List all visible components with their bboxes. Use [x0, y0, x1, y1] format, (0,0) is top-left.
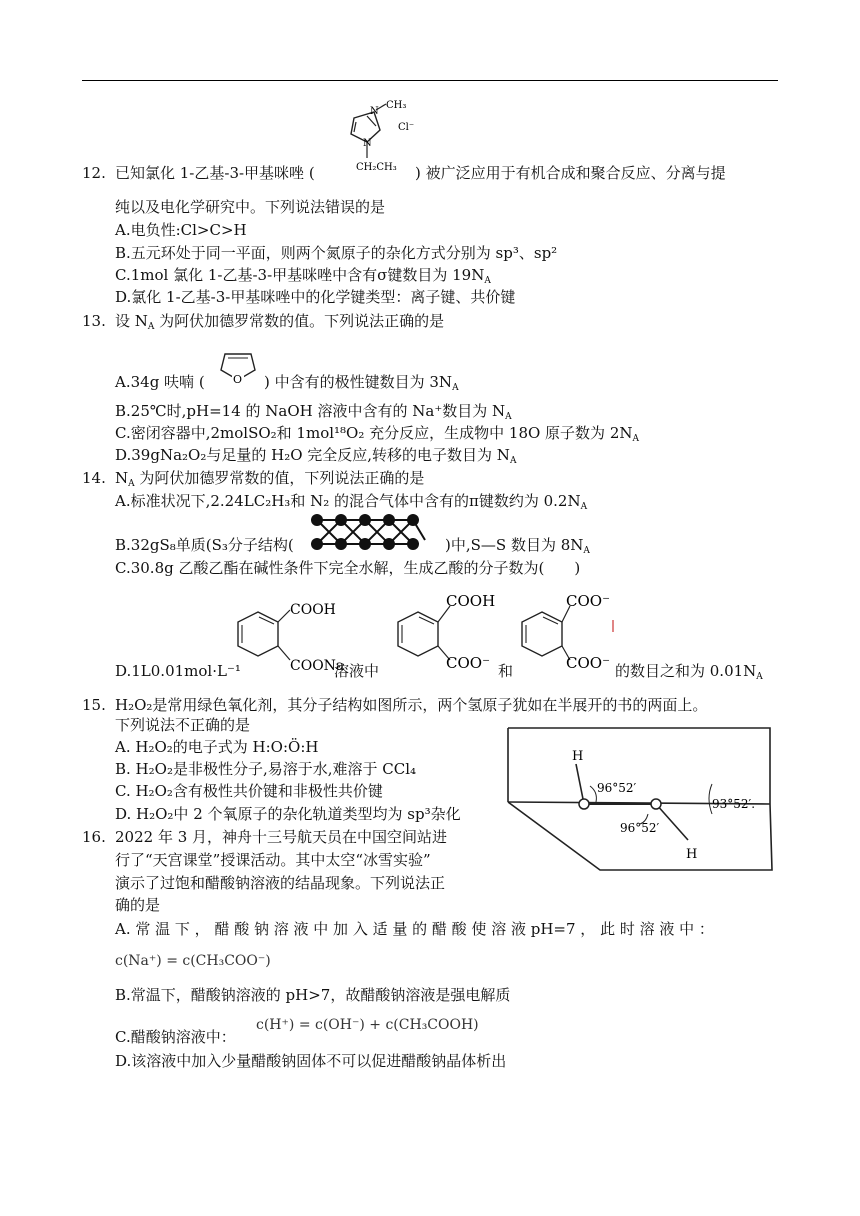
- q14-stem: $N_A$ 为阿伏加德罗常数的值，下列说法正确的是: [115, 469, 425, 489]
- q15-option-a: A. H₂O₂的电子式为 H:O:Ö:H: [115, 738, 319, 756]
- n2-label: N: [363, 138, 372, 149]
- header-rule: [82, 80, 778, 81]
- q15-option-c: C. H₂O₂含有极性共价键和非极性共价键: [115, 782, 383, 800]
- q16-stem-3: 演示了过饱和醋酸钠溶液的结晶现象。下列说法正: [115, 874, 446, 892]
- q14-number: 14.: [82, 469, 106, 487]
- q12-stem-a: 已知氯化 1-乙基-3-甲基咪唑 (: [115, 164, 315, 182]
- q14-option-c: C.30.8g 乙酸乙酯在碱性条件下完全水解，生成乙酸的分子数为( ): [115, 559, 581, 577]
- q12-option-a: A.电负性:Cl>C>H: [115, 221, 247, 239]
- struct1-top: COOH: [290, 602, 336, 618]
- q15-stem: H₂O₂是常用绿色氧化剂，其分子结构如图所示，两个氢原子犹如在半展开的书的两面上。: [115, 696, 708, 714]
- methyl-label: CH₃: [386, 100, 407, 111]
- q14-option-d-3: 和: [498, 662, 514, 680]
- q16-stem-1: 2022 年 3 月，神舟十三号航天员在中国空间站进: [115, 828, 448, 846]
- furan-o-label: O: [233, 373, 243, 386]
- struct1-bottom: COONa: [290, 658, 345, 674]
- phthalate-structure-3: [512, 590, 618, 676]
- q13-stem: 设 $N_A$ 为阿伏加德罗常数的值。下列说法正确的是: [115, 312, 445, 332]
- q13-option-a-1: A.34g 呋喃 (: [115, 373, 205, 391]
- q16-number: 16.: [82, 828, 106, 846]
- q15-stem-2: 下列说法不正确的是: [115, 716, 251, 734]
- phthalate-structure-2: [388, 590, 506, 676]
- imidazolium-structure: [340, 96, 420, 178]
- h-top-label: H: [572, 749, 584, 764]
- furan-structure: [215, 340, 261, 386]
- angle-upper-label: 96°52′: [597, 781, 637, 795]
- q13-option-a-2: ) 中含有的极性键数目为 $3N_A$: [264, 373, 459, 393]
- q15-number: 15.: [82, 696, 106, 714]
- n1-label: N: [370, 106, 379, 117]
- q16-stem-4: 确的是: [115, 896, 161, 914]
- q12-option-b: B.五元环处于同一平面，则两个氮原子的杂化方式分别为 sp³、sp²: [115, 244, 558, 262]
- struct3-bottom: COO⁻: [566, 654, 610, 672]
- q14-option-d-1: D.1L0.01mol·L⁻¹: [115, 662, 241, 680]
- h-bottom-label: H: [686, 847, 698, 862]
- ethyl-label: CH₂CH₃: [356, 162, 397, 173]
- q14-option-d-2: 溶液中: [334, 662, 380, 680]
- q12-stem-c: 纯以及电化学研究中。下列说法错误的是: [115, 198, 386, 216]
- q16-option-a: A. 常 温 下 ， 醋 酸 钠 溶 液 中 加 入 适 量 的 醋 酸 使 溶 液 pH=7 ， 此 时 溶 液 中 ：: [115, 920, 714, 938]
- q14-option-a: A.标准状况下,2.24LC₂H₃和 N₂ 的混合气体中含有的π键数约为 $0.2N_A$: [115, 492, 588, 512]
- q16-option-b: B.常温下，醋酸钠溶液的 pH>7，故醋酸钠溶液是强电解质: [115, 986, 511, 1004]
- s8-crown-structure: [305, 512, 435, 552]
- struct3-top: COO⁻: [566, 592, 610, 610]
- q16-option-d: D.该溶液中加入少量醋酸钠固体不可以促进醋酸钠晶体析出: [115, 1052, 507, 1070]
- dihedral-angle-label: 93°52′.: [712, 797, 756, 811]
- q16-stem-2: 行了“天宫课堂”授课活动。其中太空“冰雪实验”: [115, 851, 431, 869]
- q15-option-b: B. H₂O₂是非极性分子,易溶于水,难溶于 CCl₄: [115, 760, 417, 778]
- q16-option-c: C.醋酸钠溶液中：: [115, 1028, 236, 1046]
- q12-option-c: C.1mol 氯化 1-乙基-3-甲基咪唑中含有σ键数目为 $19N_A$: [115, 266, 491, 286]
- q16-option-c-formula: c(H⁺) = c(OH⁻) + c(CH₃COOH): [256, 1017, 479, 1033]
- angle-lower-label: 96°52′: [620, 821, 660, 835]
- q12-number: 12.: [82, 164, 106, 182]
- h2o2-book-diagram: [500, 722, 780, 882]
- q14-option-d-4: 的数目之和为 $0.01N_A$: [615, 662, 763, 682]
- q16-option-a-formula: c(Na⁺) = c(CH₃COO⁻): [115, 953, 271, 969]
- chloride-label: Cl⁻: [398, 122, 415, 133]
- q12-option-d: D.氯化 1-乙基-3-甲基咪唑中的化学键类型：离子键、共价键: [115, 288, 516, 306]
- q13-option-d: D.39gNa₂O₂与足量的 H₂O 完全反应,转移的电子数目为 $N_A$: [115, 446, 517, 466]
- struct2-bottom: COO⁻: [446, 654, 490, 672]
- q13-number: 13.: [82, 312, 106, 330]
- q15-option-d: D. H₂O₂中 2 个氧原子的杂化轨道类型均为 sp³杂化: [115, 805, 461, 823]
- q13-option-b: B.25℃时,pH=14 的 NaOH 溶液中含有的 Na⁺数目为 $N_A$: [115, 402, 512, 422]
- struct2-top: COOH: [446, 592, 496, 610]
- q14-option-b-1: B.32gS₈单质(S₃分子结构(: [115, 536, 294, 554]
- phthalate-structure-1: [228, 590, 346, 676]
- q13-option-c: C.密闭容器中,2molSO₂和 1mol¹⁸O₂ 充分反应，生成物中 18O 原子数为 $2N_A$: [115, 424, 639, 444]
- q14-option-b-2: )中,S—S 数目为 $8N_A$: [445, 536, 590, 556]
- q12-stem-b: ) 被广泛应用于有机合成和聚合反应、分离与提: [415, 164, 726, 182]
